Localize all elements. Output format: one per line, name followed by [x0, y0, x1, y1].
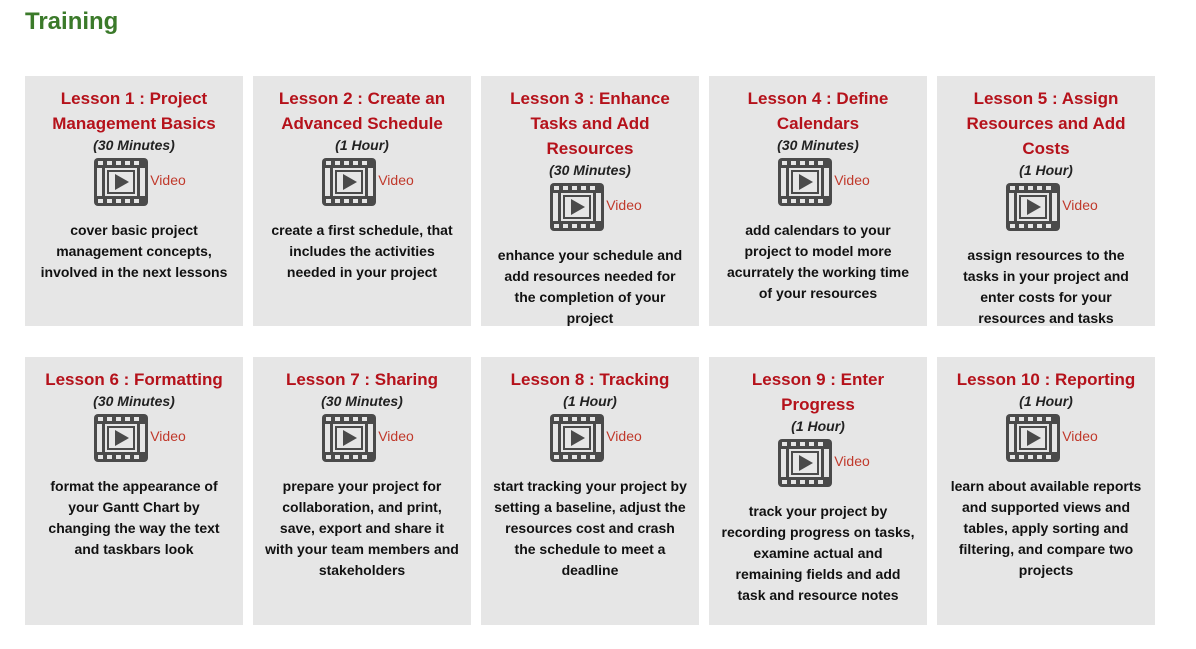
video-label[interactable]: Video	[606, 197, 642, 213]
video-label[interactable]: Video	[834, 453, 870, 469]
film-play-icon[interactable]	[778, 439, 832, 487]
lesson-title[interactable]: Lesson 7 : Sharing	[285, 370, 439, 389]
lesson-description: track your project by recording progress on tasks, examine actual and remaining fields and add task and resource notes	[721, 503, 915, 603]
film-play-icon[interactable]	[322, 414, 376, 462]
video-label[interactable]: Video	[1062, 197, 1098, 213]
lesson-description: cover basic project management concepts, involved in the next lessons	[40, 222, 228, 280]
film-play-icon[interactable]	[1006, 414, 1060, 462]
film-play-icon[interactable]	[550, 183, 604, 231]
lesson-description: assign resources to the tasks in your project and enter costs for your resources and tasks	[963, 247, 1129, 326]
lesson-duration: (1 Hour)	[791, 418, 845, 434]
video-label[interactable]: Video	[606, 428, 642, 444]
video-link[interactable]	[322, 158, 414, 206]
video-label[interactable]: Video	[378, 172, 414, 188]
lesson-description: start tracking your project by setting a baseline, adjust the resources cost and crash the schedule to meet a deadline	[493, 478, 687, 578]
video-label[interactable]: Video	[378, 428, 414, 444]
lesson-duration: (30 Minutes)	[93, 393, 175, 409]
video-link[interactable]	[550, 414, 642, 462]
film-play-icon[interactable]	[94, 414, 148, 462]
lesson-duration: (30 Minutes)	[321, 393, 403, 409]
lesson-title[interactable]: Lesson 6 : Formatting	[45, 370, 223, 389]
lesson-title[interactable]: Lesson 8 : Tracking	[510, 370, 670, 389]
lesson-title[interactable]: Lesson 2 : Create an Advanced Schedule	[278, 89, 446, 133]
film-play-icon[interactable]	[94, 158, 148, 206]
lesson-description: enhance your schedule and add resources needed for the completion of your project	[497, 247, 683, 326]
video-link[interactable]	[550, 183, 642, 231]
video-link[interactable]	[94, 414, 186, 462]
film-play-icon[interactable]	[322, 158, 376, 206]
lesson-duration: (1 Hour)	[563, 393, 617, 409]
video-link[interactable]	[1006, 414, 1098, 462]
lesson-duration: (1 Hour)	[335, 137, 389, 153]
video-label[interactable]: Video	[834, 172, 870, 188]
page-title: Training	[25, 8, 119, 35]
lesson-card-2	[253, 76, 471, 326]
lesson-title[interactable]: Lesson 4 : Define Calendars	[747, 89, 889, 133]
lesson-grid	[25, 76, 1155, 625]
video-link[interactable]	[778, 158, 870, 206]
lesson-card-9	[709, 357, 927, 625]
lesson-duration: (30 Minutes)	[777, 137, 859, 153]
video-link[interactable]	[778, 439, 870, 487]
lesson-title[interactable]: Lesson 5 : Assign Resources and Add Costs	[966, 89, 1126, 158]
lesson-description: add calendars to your project to model more acurrately the working time of your resources	[726, 222, 910, 301]
lesson-description: create a first schedule, that includes the activities needed in your project	[271, 222, 453, 280]
lesson-card-5	[937, 76, 1155, 326]
lesson-card-6	[25, 357, 243, 625]
lesson-card-3	[481, 76, 699, 326]
film-play-icon[interactable]	[550, 414, 604, 462]
lesson-card-1	[25, 76, 243, 326]
lesson-duration: (1 Hour)	[1019, 393, 1073, 409]
lesson-card-10	[937, 357, 1155, 625]
lesson-duration: (1 Hour)	[1019, 162, 1073, 178]
video-label[interactable]: Video	[1062, 428, 1098, 444]
lesson-card-7	[253, 357, 471, 625]
lesson-description: prepare your project for collaboration, and print, save, export and share it with your team members and stakeholders	[265, 478, 459, 578]
film-play-icon[interactable]	[1006, 183, 1060, 231]
video-link[interactable]	[94, 158, 186, 206]
lesson-title[interactable]: Lesson 9 : Enter Progress	[751, 370, 885, 414]
lesson-title[interactable]: Lesson 3 : Enhance Tasks and Add Resources	[510, 89, 670, 158]
video-label[interactable]: Video	[150, 428, 186, 444]
lesson-description: format the appearance of your Gantt Chart by changing the way the text and taskbars look	[48, 478, 220, 557]
lesson-title[interactable]: Lesson 10 : Reporting	[956, 370, 1136, 389]
video-label[interactable]: Video	[150, 172, 186, 188]
video-link[interactable]	[1006, 183, 1098, 231]
lesson-duration: (30 Minutes)	[549, 162, 631, 178]
lesson-card-4	[709, 76, 927, 326]
video-link[interactable]	[322, 414, 414, 462]
lesson-card-8	[481, 357, 699, 625]
film-play-icon[interactable]	[778, 158, 832, 206]
lesson-title[interactable]: Lesson 1 : Project Management Basics	[52, 89, 216, 133]
lesson-duration: (30 Minutes)	[93, 137, 175, 153]
lesson-description: learn about available reports and supported views and tables, apply sorting and filtering, and compare two projects	[950, 478, 1142, 578]
